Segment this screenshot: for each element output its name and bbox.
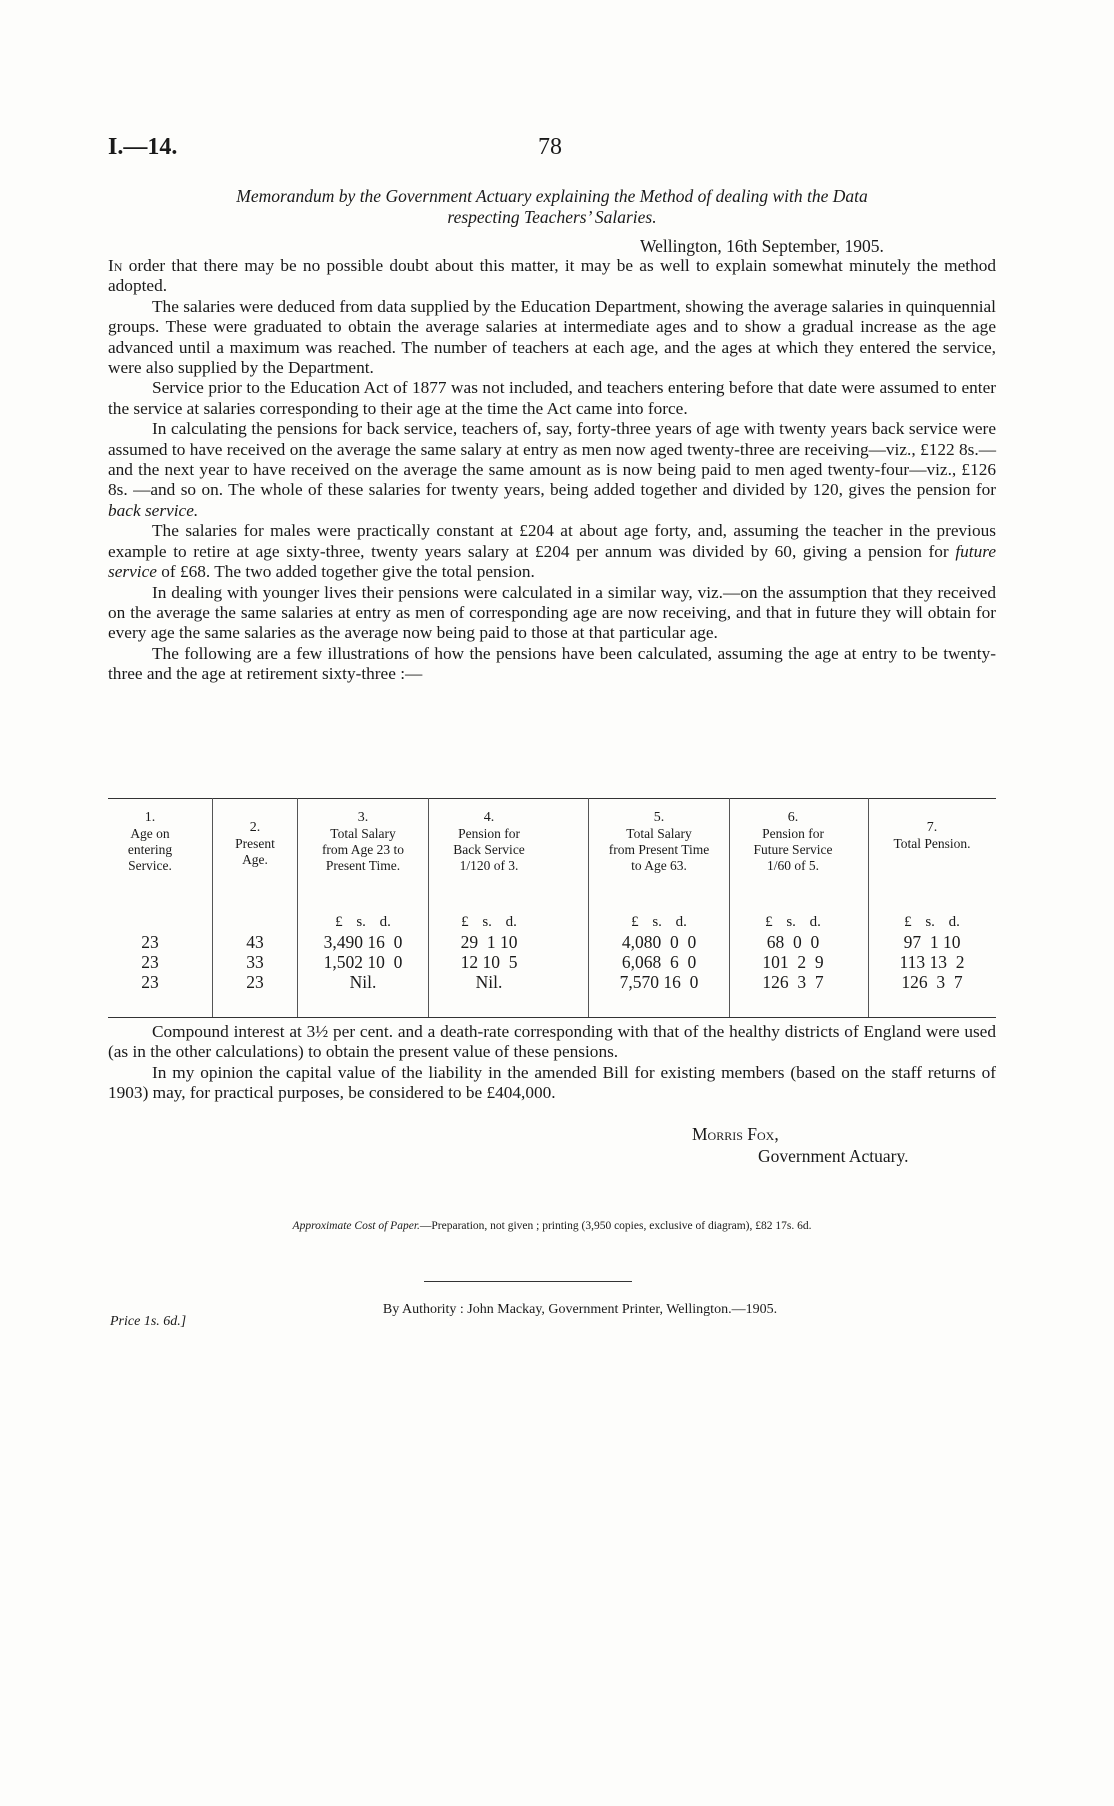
table-column-4 xyxy=(428,798,549,1018)
table-column-5 xyxy=(588,798,729,1018)
column-2-header xyxy=(213,820,297,868)
paragraph-5 xyxy=(108,521,996,582)
paragraph-4-text: In calculating the pensions for back service, teachers of, say, forty-three years of age with twenty years back service were assumed to have received on the average the same salary at entry as men now aged twenty-three are receiving—viz., £122 8s.—and the next year to have received on the average the same amount as is now being paid to men aged twenty-four—viz., £126 8s. —and so on. The whole of these salaries for twenty years, being added together and divided by 120, gives the pension for xyxy=(108,419,996,500)
paragraph-5-emphasis: future service xyxy=(108,541,996,582)
closing-text xyxy=(108,1022,996,1104)
column-4-label-line: Back Service xyxy=(453,842,525,857)
column-4-label-line: 1/120 of 3. xyxy=(459,858,519,873)
column-7-header xyxy=(869,820,995,852)
table-cell: 23 xyxy=(141,932,159,952)
column-2-label-line: Present xyxy=(235,836,275,851)
table-cell: 23 xyxy=(141,952,159,972)
table-cell: 33 xyxy=(246,952,264,972)
paragraph-1-text: order that there may be no possible doubt about this matter, it may be as well to explain somewhat minutely the method adopted. xyxy=(108,256,996,296)
signature-name: Morris Fox, xyxy=(692,1124,779,1144)
column-4-label-line: Pension for xyxy=(458,826,520,841)
paragraph-3: Service prior to the Education Act of 1877 was not included, and teachers entering before that date were assumed to enter the service at salaries corresponding to their age at the time the Act came into force. xyxy=(108,378,996,418)
table-bottom-rule xyxy=(108,1017,996,1018)
column-6-number: 6. xyxy=(787,810,799,825)
table-column-2 xyxy=(212,798,297,1018)
column-5-header xyxy=(589,810,729,874)
paragraph-5-text-b: of £68. The two added together give the total pension. xyxy=(161,562,535,582)
memo-body xyxy=(108,256,996,685)
units-label: £ s. d. xyxy=(335,914,391,930)
table-cell: 97 1 10 xyxy=(903,932,961,952)
paragraph-1 xyxy=(108,256,996,297)
paragraph-4 xyxy=(108,419,996,521)
column-1-header xyxy=(108,810,192,874)
table-cell: 23 xyxy=(141,972,159,992)
column-7-label-line: Total Pension. xyxy=(893,836,971,851)
paragraph-7: The following are a few illustrations of how the pensions have been calculated, assuming the age at entry to be twenty-three and the age at retirement sixty-three :— xyxy=(108,643,996,684)
printer-imprint: By Authority : John Mackay, Government Printer, Wellington.—1905. xyxy=(382,1302,778,1317)
column-2-number: 2. xyxy=(249,820,261,835)
table-column-7 xyxy=(868,798,995,1018)
table-cell: 6,068 6 0 xyxy=(621,952,697,972)
units-label: £ s. d. xyxy=(904,914,960,930)
memo-title-line-1: Memorandum by the Government Actuary explaining the Method of dealing with the Data xyxy=(236,186,868,206)
column-5-label-line: Total Salary xyxy=(626,826,692,841)
paragraph-1-lead: In xyxy=(108,256,123,275)
memo-title-line-2: respecting Teachers’ Salaries. xyxy=(447,207,657,227)
table-cell: 113 13 2 xyxy=(899,952,965,972)
table-cell: 29 1 10 xyxy=(460,932,518,952)
cost-note-label: Approximate Cost of Paper. xyxy=(292,1220,420,1232)
dateline: Wellington, 16th September, 1905. xyxy=(640,236,884,256)
table-cell: 101 2 9 xyxy=(762,952,824,972)
column-5-label-line: to Age 63. xyxy=(631,858,687,873)
column-3-header xyxy=(298,810,428,874)
table-cell: 68 0 0 xyxy=(766,932,820,952)
table-cell: 23 xyxy=(246,972,264,992)
column-6-header xyxy=(730,810,856,874)
units-label: £ s. d. xyxy=(765,914,821,930)
signature-title: Government Actuary. xyxy=(758,1146,909,1166)
table-cell: Nil. xyxy=(475,972,503,992)
table-cell: 3,490 16 0 xyxy=(323,932,403,952)
paragraph-5-text-a: The salaries for males were practically constant at £204 at about age forty, and, assuming the teacher in the previous example to retire at age sixty-three, twenty years salary at £204 per annum was divided by 60, giving a pension for xyxy=(108,521,996,561)
column-3-number: 3. xyxy=(357,810,369,825)
page-number: 78 xyxy=(538,134,562,160)
table-cell: 126 3 7 xyxy=(762,972,824,992)
column-2-label-line: Age. xyxy=(242,852,268,867)
column-3-label-line: from Age 23 to xyxy=(321,842,405,857)
column-7-number: 7. xyxy=(926,820,938,835)
table-column-1 xyxy=(108,798,192,1018)
memo-title xyxy=(108,186,996,228)
paragraph-4-emphasis: back service. xyxy=(108,500,199,520)
table-cell: 126 3 7 xyxy=(901,972,963,992)
column-5-label-line: from Present Time xyxy=(608,842,710,857)
cost-note-text: —Preparation, not given ; printing (3,950 copies, exclusive of diagram), £82 17s. 6d. xyxy=(419,1220,812,1232)
cost-note xyxy=(108,1220,996,1232)
table-cell: 7,570 16 0 xyxy=(619,972,699,992)
table-cell: 4,080 0 0 xyxy=(621,932,697,952)
paragraph-9: In my opinion the capital value of the liability in the amended Bill for existing members (based on the staff returns of 1903) may, for practical purposes, be considered to be £404,000. xyxy=(108,1062,996,1103)
footer-rule xyxy=(424,1281,632,1282)
column-1-label-line: Service. xyxy=(128,858,172,873)
table-cell: Nil. xyxy=(349,972,377,992)
column-4-header xyxy=(429,810,549,874)
table-cell: 43 xyxy=(246,932,264,952)
paragraph-8: Compound interest at 3½ per cent. and a death-rate corresponding with that of the healthy districts of England were used (as in the other calculations) to obtain the present value of these pensions. xyxy=(108,1022,996,1062)
document-code: I.—14. xyxy=(108,134,178,160)
column-1-number: 1. xyxy=(144,810,156,825)
column-6-label-line: Future Service xyxy=(753,842,833,857)
column-6-label-line: 1/60 of 5. xyxy=(766,858,820,873)
units-label: £ s. d. xyxy=(631,914,687,930)
price-note: Price 1s. 6d.] xyxy=(110,1314,187,1329)
column-3-label-line: Total Salary xyxy=(330,826,396,841)
table-cell: 12 10 5 xyxy=(460,952,518,972)
column-6-label-line: Pension for xyxy=(762,826,824,841)
table-column-3 xyxy=(297,798,428,1018)
paragraph-6: In dealing with younger lives their pensions were calculated in a similar way, viz.—on the assumption that they received on the average the same salaries at entry as men of corresponding age are now receiving, and that in future they will obtain for every age the same salaries as the average now being paid to those at that particular age. xyxy=(108,582,996,643)
column-5-number: 5. xyxy=(653,810,665,825)
column-1-label-line: Age on xyxy=(130,826,170,841)
table-cell: 1,502 10 0 xyxy=(323,952,403,972)
table-column-6 xyxy=(729,798,856,1018)
column-1-label-line: entering xyxy=(127,842,173,857)
paragraph-2: The salaries were deduced from data supplied by the Education Department, showing the average salaries in quinquennial groups. These were graduated to obtain the average salaries at intermediate ages and to show a gradual increase as the age advanced until a maximum was reached. The number of teachers at each age, and the ages at which they entered the service, were also supplied by the Department. xyxy=(108,296,996,378)
pension-table xyxy=(108,798,996,1018)
column-4-number: 4. xyxy=(483,810,495,825)
units-label: £ s. d. xyxy=(461,914,517,930)
column-3-label-line: Present Time. xyxy=(325,858,401,873)
